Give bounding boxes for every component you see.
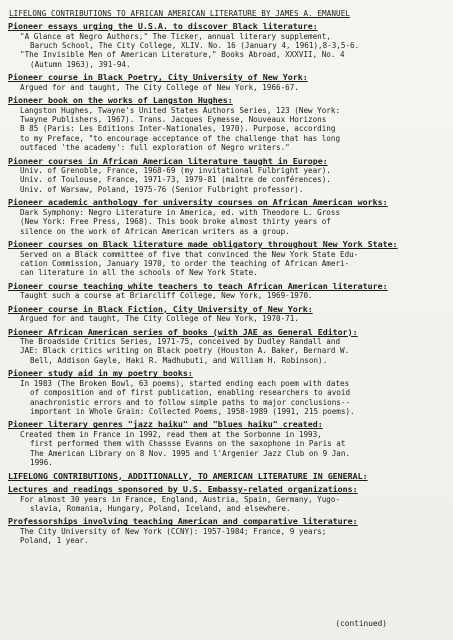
- section-line: The City University of New York (CCNY): 1957-1984; France, 9 years;: [20, 526, 327, 536]
- section: [8, 72, 445, 92]
- section: [8, 95, 445, 153]
- section-line: anachronistic errors and to follow simple paths to major conclusions--: [30, 397, 351, 407]
- section-line: Dark Symphony: Negro Literature in America, ed. with Theodore L. Gross: [20, 207, 341, 217]
- section-line: B 85 (Paris: Les Editions Inter-Nationales, 1970). Purpose, according: [20, 124, 336, 134]
- section: [8, 419, 445, 467]
- section: [8, 21, 445, 69]
- section-heading: Pioneer course in Black Poetry, City University of New York:: [8, 72, 308, 83]
- section-line: Argued for and taught, The City College of New York, 1966-67.: [20, 82, 299, 92]
- section-heading: Pioneer literary genres "jazz haiku" and "blues haiku" created:: [8, 419, 323, 430]
- section: [8, 471, 445, 482]
- continued-note: (continued): [335, 619, 387, 628]
- section-line: Univ. of Toulouse, France, 1971-73, 1979-81 (maître de conférences).: [20, 175, 331, 185]
- section-line: Twayne Publishers, 1967). Trans. Jacques Eymesse, Nouveaux Horizons: [20, 114, 327, 124]
- section-heading: Professorships involving teaching American and comparative literature:: [8, 516, 358, 527]
- section-heading: Pioneer study aid in my poetry books:: [8, 368, 193, 379]
- section-line: (New York: Free Press, 1968). This book broke almost thirty years of: [20, 217, 331, 227]
- sections-container: [8, 21, 445, 546]
- section-line: Baruch School, The City College, XLIV. No. 16 (January 4, 1961),8-3,5-6.: [30, 40, 360, 50]
- section-line: Served on a Black committee of five that convinced the New York State Edu-: [20, 249, 359, 259]
- section-line: Created them in France in 1992, read them at the Sorbonne in 1993,: [20, 429, 322, 439]
- section-heading: Pioneer book on the works of Langston Hughes:: [8, 95, 233, 106]
- section: [8, 368, 445, 416]
- section-heading: Pioneer course in Black Fiction, City University of New York:: [8, 303, 313, 314]
- section-line: important in Whole Grain: Collected Poems, 1958-1989 (1991, 215 poems).: [30, 406, 355, 416]
- section-line: Bell, Addison Gayle, Haki R. Madhubuti, and William H. Robinson).: [30, 355, 328, 365]
- section: [8, 197, 445, 236]
- section-heading: Pioneer courses on Black literature made obligatory throughout New York State:: [8, 239, 398, 249]
- section-line: can literature in all the schools of New York State.: [20, 268, 258, 278]
- section: [8, 281, 445, 301]
- section-line: "The Invisible Men of American Literature," Books Abroad, XXXVII, No. 4: [20, 50, 345, 60]
- section-line: silence on the work of African American writers as a group.: [20, 226, 290, 236]
- section: [8, 327, 445, 366]
- section-line: (Autumn 1963), 391-94.: [30, 59, 131, 69]
- section-heading: Pioneer African American series of books (with JAE as General Editor):: [8, 326, 358, 337]
- section-line: For almost 30 years in France, England, Austria, Spain, Germany, Yugo-: [20, 494, 341, 504]
- section-heading: LIFELONG CONTRIBUTIONS, ADDITIONALLY, TO AMERICAN LITERATURE IN GENERAL:: [8, 470, 368, 481]
- section: [8, 156, 445, 195]
- section-line: to my Preface, "to encourage acceptance of the challenge that has long: [20, 133, 341, 143]
- section-line: Univ. of Warsaw, Poland, 1975-76 (Senior Fulbright professor).: [20, 184, 304, 194]
- section-line: The American Library on 8 Nov. 1995 and l'Argenier Jazz Club on 9 Jan.: [30, 448, 351, 458]
- section-line: outfaced 'the academy': full exploration of Negro writers.": [20, 143, 290, 153]
- document-title: LIFELONG CONTRIBUTIONS TO AFRICAN AMERICAN LITERATURE BY JAMES A. EMANUEL: [9, 9, 351, 18]
- section: [8, 516, 445, 545]
- section: [8, 304, 445, 324]
- section-line: The Broadside Critics Series, 1971-75, conceived by Dudley Randall and: [20, 337, 341, 347]
- section-line: Langston Hughes, Twayne's United States Authors Series, 123 (New York:: [20, 105, 341, 115]
- section-line: Taught such a course at Briarcliff College, New York, 1969-1970.: [20, 291, 313, 301]
- section-line: cation Commission, January 1970, to order the teaching of African Ameri-: [20, 258, 350, 268]
- section-heading: Pioneer academic anthology for university courses on African American works:: [8, 197, 388, 208]
- section-heading: Lectures and readings sponsored by U.S. Embassy-related organizations:: [8, 484, 358, 494]
- section-line: of composition and of first publication, enabling researchers to avoid: [30, 388, 351, 398]
- section-line: slavia, Romania, Hungary, Poland, Iceland, and elsewhere.: [30, 503, 291, 513]
- section: [8, 484, 445, 513]
- section-line: Poland, 1 year.: [20, 536, 89, 546]
- section: [8, 239, 445, 278]
- section-line: 1996.: [30, 458, 53, 468]
- section-heading: Pioneer essays urging the U.S.A. to discover Black literature:: [8, 21, 318, 31]
- section-heading: Pioneer course teaching white teachers to teach African American literature:: [8, 280, 388, 291]
- section-line: Univ. of Grenoble, France, 1968-69 (my invitational Fulbright year).: [20, 166, 331, 176]
- section-line: "A Glance at Negro Authors," The Ticker, annual literary supplement,: [20, 31, 331, 41]
- section-line: In 1983 (The Broken Bowl, 63 poems), started ending each poem with dates: [20, 378, 350, 388]
- section-line: first performed them with Chassse Evanns on the saxophone in Paris at: [30, 439, 346, 449]
- section-line: Argued for and taught, The City College of New York, 1970-71.: [20, 314, 299, 324]
- section-heading: Pioneer courses in African American literature taught in Europe:: [8, 155, 328, 166]
- section-line: JAE: Black critics writing on Black poetry (Houston A. Baker, Bernard W.: [20, 346, 350, 356]
